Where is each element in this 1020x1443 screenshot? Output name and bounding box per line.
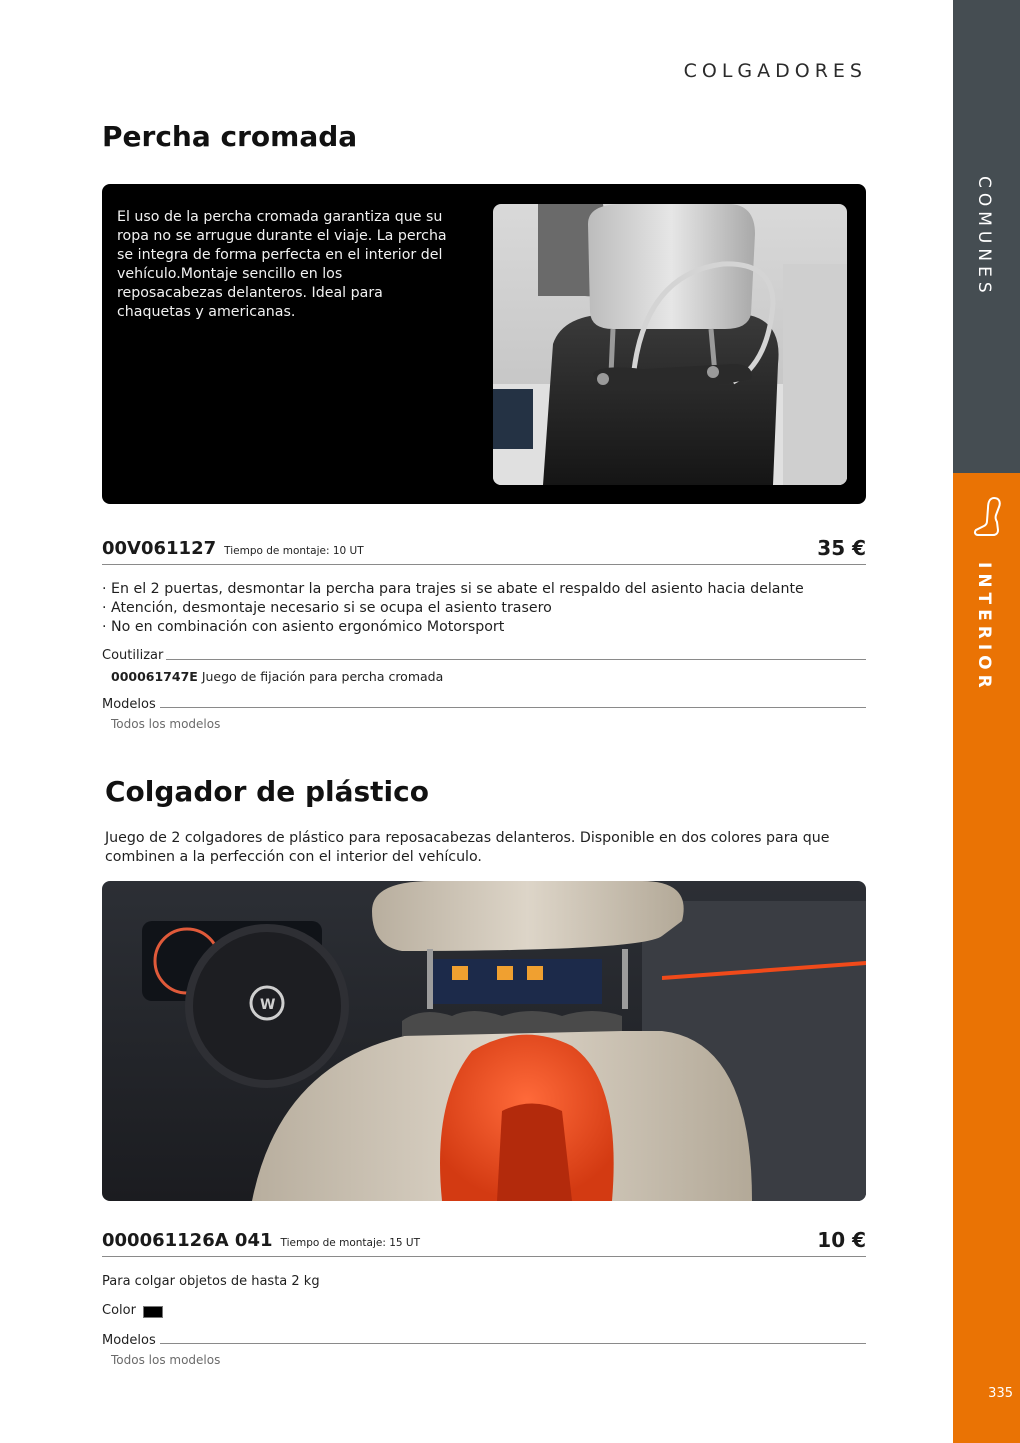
product1-photo [493,204,847,485]
product2-title: Colgador de plástico [105,775,429,808]
product1-mounting-time: Tiempo de montaje: 10 UT [224,545,364,557]
divider [160,707,866,708]
svg-text:W: W [260,997,276,1013]
product1-price: 35 € [817,536,866,560]
product1-code: 00V061127 [102,538,217,559]
divider [102,1256,866,1257]
divider [166,659,866,660]
product2-price: 10 € [817,1228,866,1252]
product1-notes [102,580,804,637]
page-number: 335 [988,1386,1013,1401]
product2-code: 000061126A 041 [102,1230,273,1251]
color-label: Color [102,1303,136,1318]
divider [102,564,866,565]
coutilizar-code: 000061747E [111,669,198,684]
product1-modelos-value: Todos los modelos [111,717,221,731]
product1-code-row [102,538,364,559]
color-swatch [143,1306,163,1318]
product2-photo [102,881,866,1201]
product1-title: Percha cromada [102,120,358,153]
product2-modelos-label: Modelos [102,1333,156,1348]
product2-code-row [102,1230,420,1251]
sidebar-interior-label: INTERIOR [974,562,994,693]
list-item: · No en combinación con asiento ergonómico Motorsport [102,618,804,637]
divider [160,1343,866,1344]
list-item: · Atención, desmontaje necesario si se ocupa el asiento trasero [102,599,804,618]
product2-note: Para colgar objetos de hasta 2 kg [102,1274,320,1289]
list-item: · En el 2 puertas, desmontar la percha para trajes si se abate el respaldo del asiento hacia delante [102,580,804,599]
sidebar-comunes-label: COMUNES [974,176,994,298]
coutilizar-description: Juego de fijación para percha cromada [201,669,444,684]
product1-description: El uso de la percha cromada garantiza que su ropa no se arrugue durante el viaje. La percha se integra de forma perfecta en el interior del vehículo.Montaje sencillo en los reposacabezas delanteros. Ideal para chaquetas y americanas. [117,209,447,320]
coutilizar-label: Coutilizar [102,648,164,663]
product2-mounting-time: Tiempo de montaje: 15 UT [280,1237,420,1249]
product2-modelos-value: Todos los modelos [111,1353,221,1367]
seat-icon [970,496,1004,538]
product1-modelos-label: Modelos [102,697,156,712]
section-label: COLGADORES [683,60,867,82]
coutilizar-item [111,669,443,684]
product2-description: Juego de 2 colgadores de plástico para reposacabezas delanteros. Disponible en dos colores para que combinen a la perfección con el interior del vehículo. [105,830,830,865]
